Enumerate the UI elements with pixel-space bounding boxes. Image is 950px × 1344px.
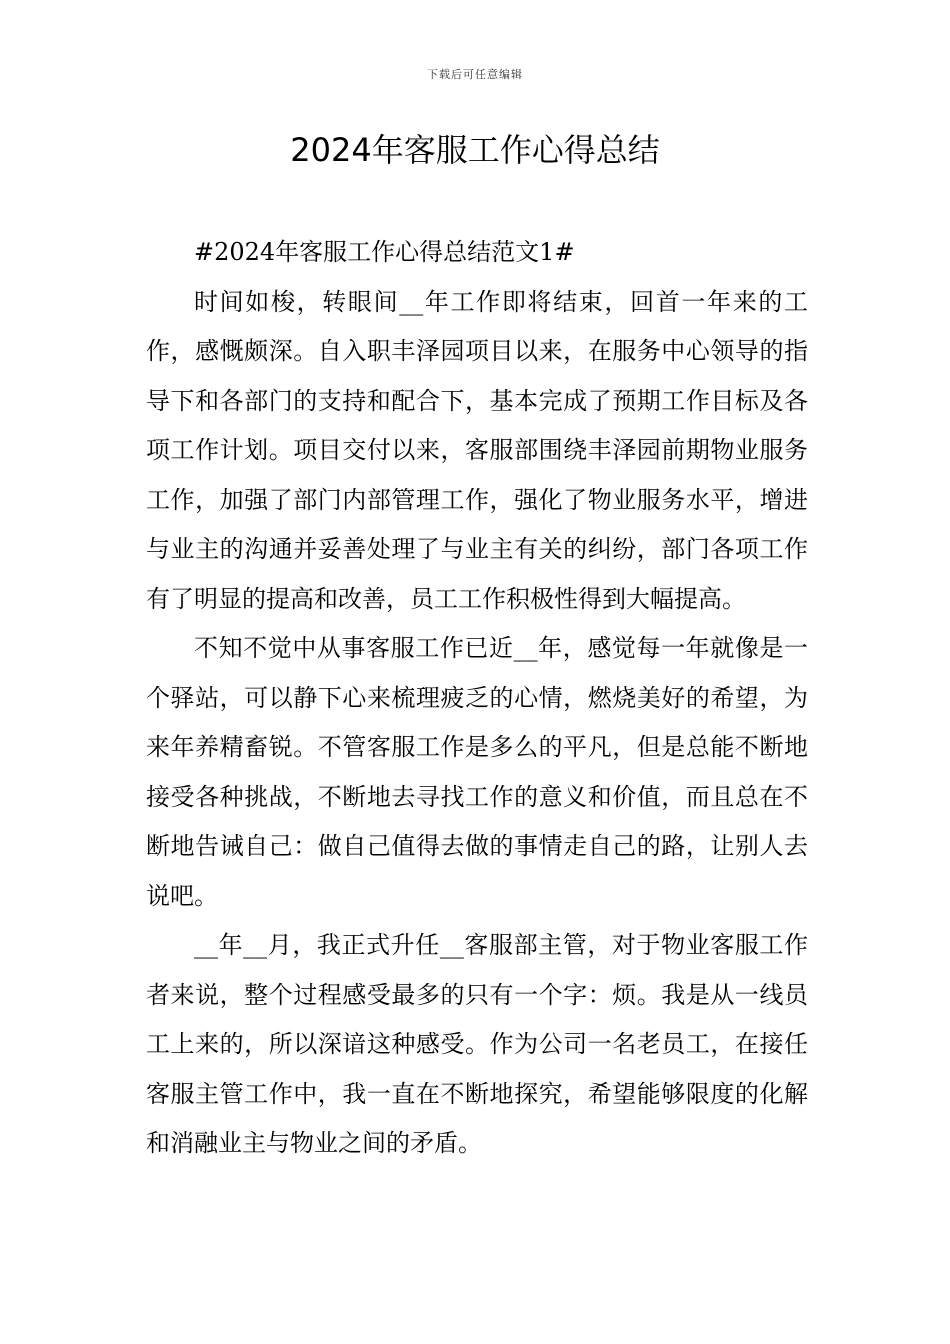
paragraph-2: 不知不觉中从事客服工作已近__年，感觉每一年就像是一个驿站，可以静下心来梳理疲乏的心情，燃烧美好的希望，为来年养精畜锐。不管客服工作是多么的平凡，但是总能不断地接受各种挑战，不断地去寻找工作的意义和价值，而且总在不断地告诫自己：做自己值得去做的事情走自己的路，让别人去说吧。 bbox=[146, 634, 808, 910]
section-heading: #2024年客服工作心得总结范文1# bbox=[194, 238, 575, 266]
document-title: 2024年客服工作心得总结 bbox=[290, 131, 660, 169]
paragraph-1: 时间如梭，转眼间__年工作即将结束，回首一年来的工作，感慨颇深。自入职丰泽园项目以来，在服务中心领导的指导下和各部门的支持和配合下，基本完成了预期工作目标及各项工作计划。项目交付以来，客服部围绕丰泽园前期物业服务工作，加强了部门内部管理工作，强化了物业服务水平，增进与业主的沟通并妥善处理了与业主有关的纠纷，部门各项工作有了明显的提高和改善，员工工作积极性得到大幅提高。 bbox=[146, 287, 808, 613]
header-note: 下载后可任意编辑 bbox=[427, 68, 523, 81]
document-body bbox=[146, 228, 808, 1169]
paragraph-3: __年__月，我正式升任__客服部主管，对于物业客服工作者来说，整个过程感受最多的只有一个字：烦。我是从一线员工上来的，所以深谙这种感受。作为公司一名老员工，在接任客服主管工作中，我一直在不断地探究，希望能够限度的化解和消融业主与物业之间的矛盾。 bbox=[146, 931, 808, 1157]
